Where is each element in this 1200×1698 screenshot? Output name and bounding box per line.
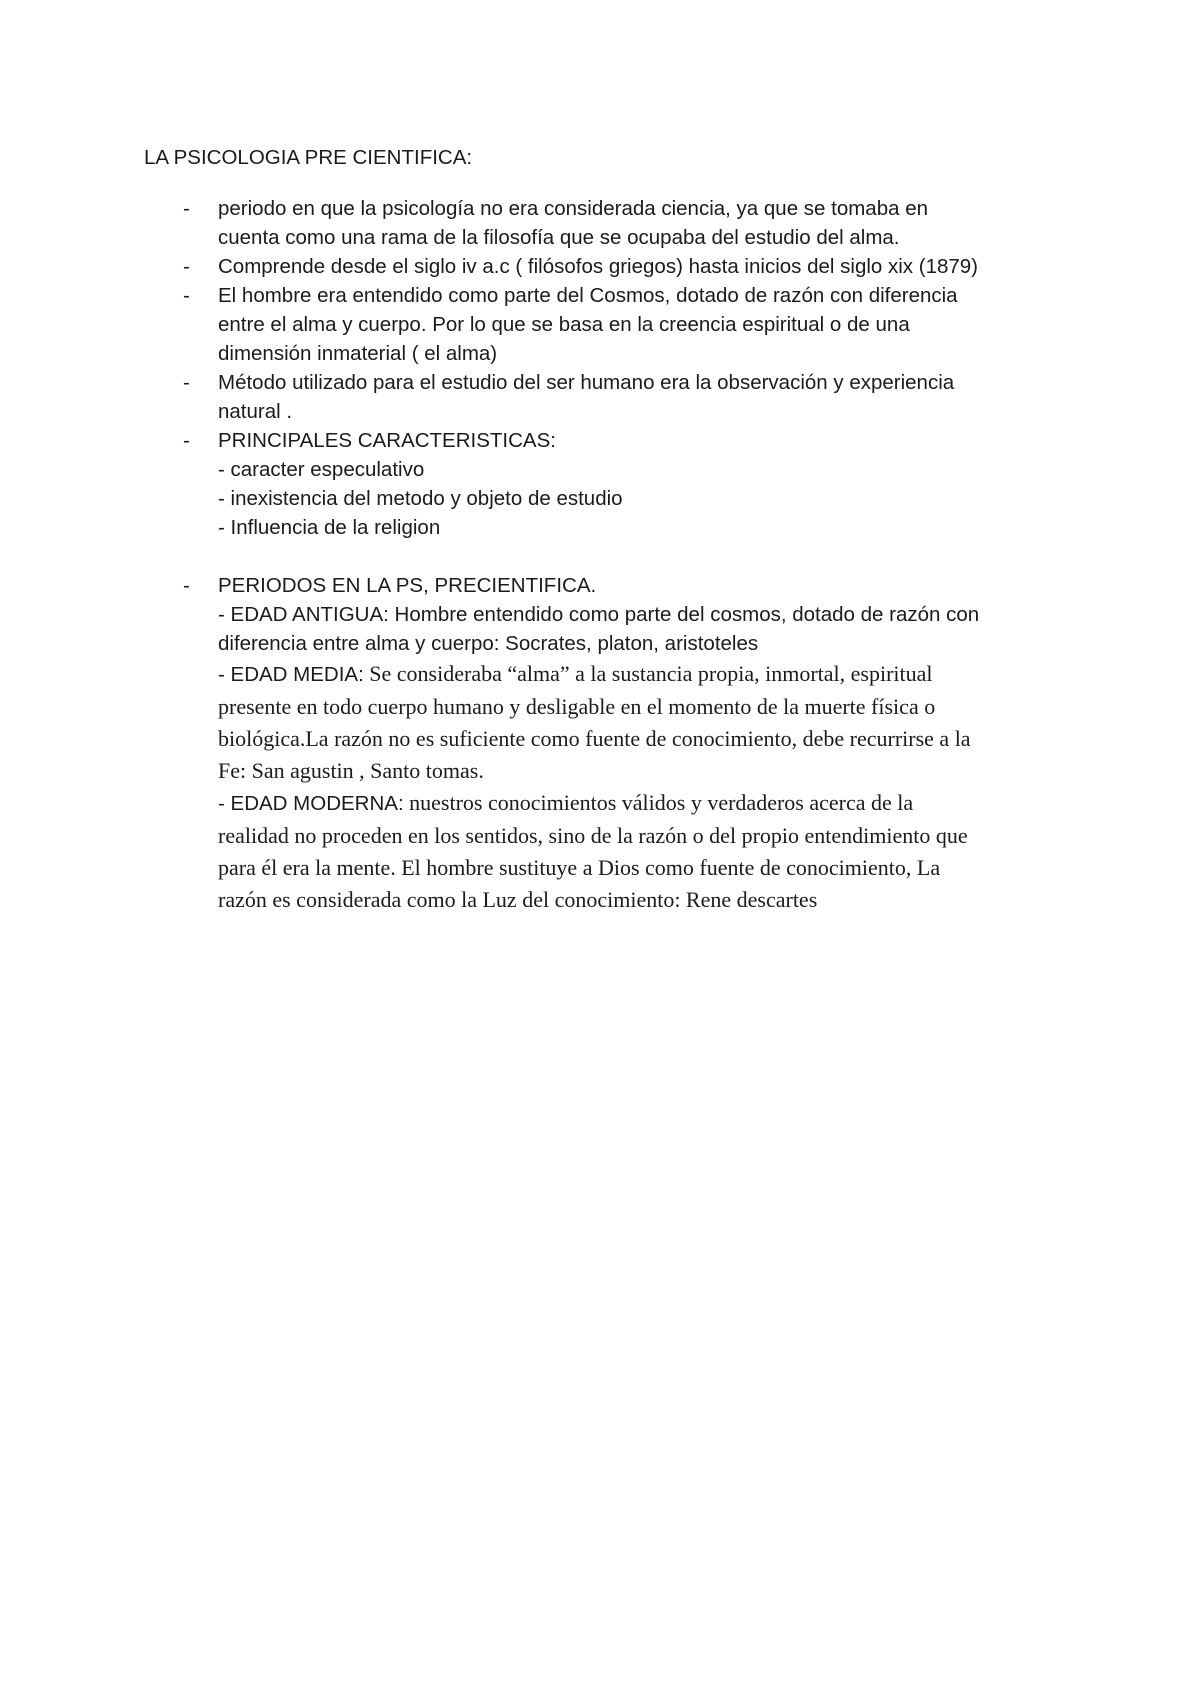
list-item xyxy=(144,252,1074,281)
bullet-list xyxy=(144,194,1074,916)
bullet-dash: - xyxy=(183,197,190,220)
edad-media-label: - EDAD MEDIA: xyxy=(218,663,364,686)
list-item xyxy=(144,368,1074,426)
item-text-line: PRINCIPALES CARACTERISTICAS: xyxy=(218,429,556,452)
document-title: LA PSICOLOGIA PRE CIENTIFICA: xyxy=(144,146,473,169)
edad-media-line: presente en todo cuerpo humano y desligable en el momento de la muerte física o xyxy=(218,694,936,719)
bullet-dash: - xyxy=(183,255,190,278)
list-item xyxy=(144,194,1074,252)
bullet-dash: - xyxy=(183,284,190,307)
edad-moderna-line: realidad no proceden en los sentidos, sino de la razón o del propio entendimiento que xyxy=(218,823,968,848)
edad-media-line: biológica.La razón no es suficiente como fuente de conocimiento, debe recurrirse a la xyxy=(218,726,971,751)
edad-media-text: Se consideraba “alma” a la sustancia propia, inmortal, espiritual xyxy=(363,661,933,686)
list-item xyxy=(144,571,1074,916)
item-text-line: El hombre era entendido como parte del Cosmos, dotado de razón con diferencia xyxy=(218,284,958,307)
item-text-line: entre el alma y cuerpo. Por lo que se basa en la creencia espiritual o de una xyxy=(218,313,910,336)
item-text-line: PERIODOS EN LA PS, PRECIENTIFICA. xyxy=(218,574,597,597)
sub-item-text: - caracter especulativo xyxy=(218,458,425,481)
blank-line xyxy=(144,542,1074,571)
edad-media-first-line xyxy=(218,658,1074,691)
edad-moderna-first-line xyxy=(218,787,1074,820)
item-text-line: dimensión inmaterial ( el alma) xyxy=(218,342,498,365)
item-text-line: Método utilizado para el estudio del ser humano era la observación y experiencia xyxy=(218,371,955,394)
sub-item-text: - Influencia de la religion xyxy=(218,516,441,539)
item-text-line: Comprende desde el siglo iv a.c ( filósofos griegos) hasta inicios del siglo xix (1879) xyxy=(218,255,979,278)
list-item xyxy=(144,426,1074,542)
document-body xyxy=(144,143,1074,916)
bullet-dash: - xyxy=(183,574,190,597)
edad-moderna-line: para él era la mente. El hombre sustituye a Dios como fuente de conocimiento, La xyxy=(218,855,941,880)
bullet-dash: - xyxy=(183,429,190,452)
item-text-line: cuenta como una rama de la filosofía que se ocupaba del estudio del alma. xyxy=(218,226,900,249)
item-text-line: natural . xyxy=(218,400,293,423)
list-item xyxy=(144,281,1074,368)
edad-media-line: Fe: San agustin , Santo tomas. xyxy=(218,758,484,783)
edad-moderna-label: - EDAD MODERNA: xyxy=(218,792,404,815)
bullet-dash: - xyxy=(183,371,190,394)
sub-item-text: - inexistencia del metodo y objeto de estudio xyxy=(218,487,623,510)
sub-item-text: - EDAD ANTIGUA: Hombre entendido como parte del cosmos, dotado de razón con xyxy=(218,603,980,626)
edad-moderna-line: razón es considerada como la Luz del conocimiento: Rene descartes xyxy=(218,887,818,912)
item-text-line: periodo en que la psicología no era considerada ciencia, ya que se tomaba en xyxy=(218,197,929,220)
edad-moderna-text: nuestros conocimientos válidos y verdaderos acerca de la xyxy=(403,790,914,815)
sub-item-text: diferencia entre alma y cuerpo: Socrates, platon, aristoteles xyxy=(218,632,759,655)
